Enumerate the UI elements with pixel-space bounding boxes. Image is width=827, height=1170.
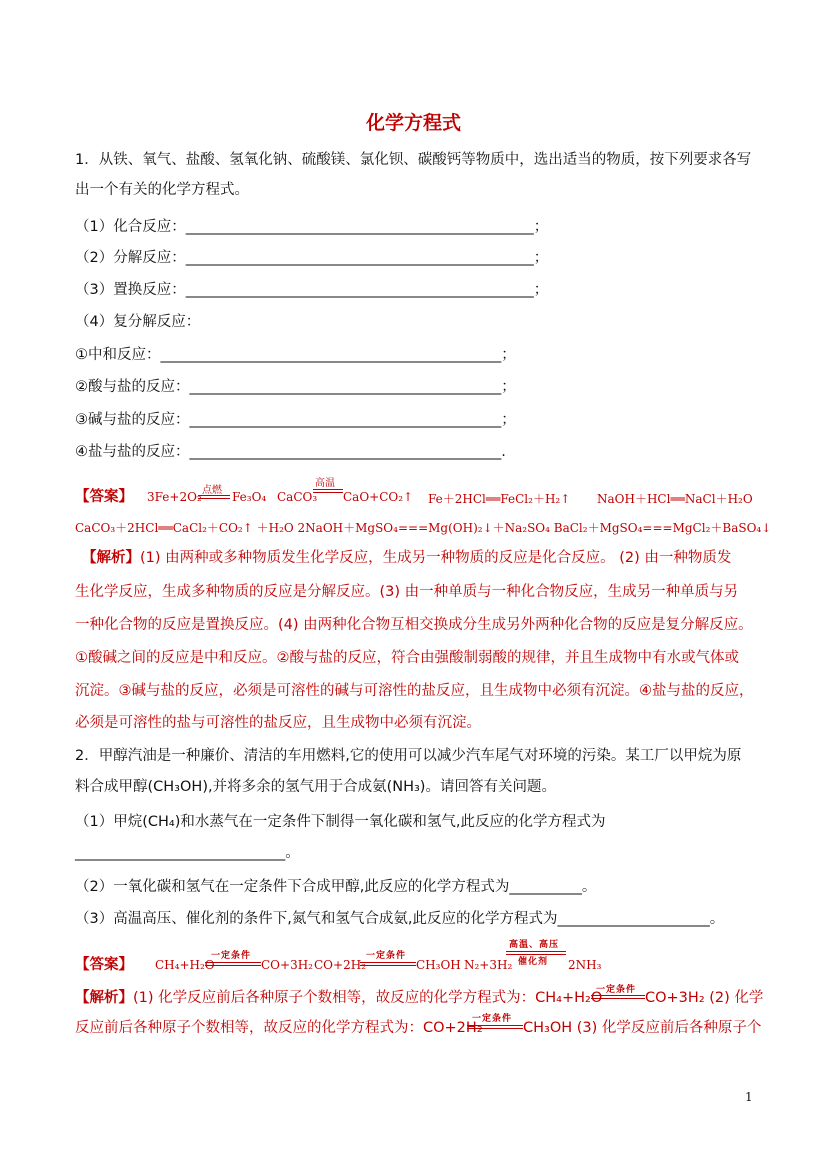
q1-eq1-left: 3Fe+2O₂ [147, 490, 202, 504]
q1-analysis-line3: 一种化合物的反应是置换反应。(4) 由两种化合物互相交换成分生成另外两种化合物的反应是复分解反应。 [75, 617, 753, 633]
q2-analysis-1-condition: 一定条件 [596, 985, 637, 995]
q2-eqC-condition-top: 高温、高压 [509, 940, 560, 950]
q1-item-1: （1）化合反应：________________________________________________； [75, 219, 549, 235]
q2-stem-line2: 料合成甲醇(CH₃OH),并将多余的氢气用于合成氨(NH₃)。请回答有关问题。 [75, 779, 556, 795]
q2-eqA-arrow [205, 962, 261, 966]
q2-analysis-1-arrow [591, 995, 645, 999]
q2-analysis-1a: (1) 化学反应前后各种原子个数相等，故反应的化学方程式为：CH₄+H₂O [133, 990, 603, 1006]
q2-analysis-2b: CH₃OH (3) 化学反应前后各种原子个 [523, 1020, 762, 1036]
q1-stem-line2: 出一个有关的化学方程式。 [75, 182, 249, 198]
page-number: 1 [745, 1090, 753, 1104]
q2-eqB-arrow [360, 962, 416, 966]
q2-analysis-2-condition: 一定条件 [472, 1014, 513, 1024]
q1-eq1-condition: 点燃 [202, 485, 222, 496]
q2-eqB-condition: 一定条件 [366, 951, 407, 961]
q1-eq2-left: CaCO₃ [277, 490, 318, 504]
q1-answer-line2: CaCO₃＋2HCl══CaCl₂＋CO₂↑ ＋H₂O 2NaOH＋MgSO₄===Mg(OH)₂↓＋Na₂SO₄ BaCl₂＋MgSO₄===MgCl₂＋BaSO₄↓ [75, 521, 772, 535]
q1-stem-line1: 1．从铁、氧气、盐酸、氢氧化钠、硫酸镁、氯化钡、碳酸钙等物质中，选出适当的物质，按下列要求各写 [75, 152, 752, 168]
q2-answer-label: 【答案】 [75, 957, 133, 973]
page-title: 化学方程式 [365, 112, 461, 134]
q1-item-4b: ②酸与盐的反应：___________________________________________； [75, 379, 516, 395]
q1-eq2-condition: 高温 [315, 478, 335, 489]
q1-analysis-label: 【解析】 [82, 550, 140, 566]
q2-eqB-right: CH₃OH [416, 958, 461, 972]
q2-eqB-left: CO+2H₂ [314, 958, 366, 972]
q1-item-4d: ④盐与盐的反应：___________________________________________. [75, 444, 506, 460]
q2-eqA-condition: 一定条件 [211, 951, 252, 961]
q1-eq1-right: Fe₃O₄ [232, 490, 267, 504]
q1-eq1-arrow [198, 495, 230, 499]
q2-eqC-condition-bottom: 催化剂 [518, 957, 549, 967]
q1-eq3: Fe＋2HCl══FeCl₂＋H₂↑ [428, 492, 571, 506]
q1-analysis-line6: 必须是可溶性的盐与可溶性的盐反应，且生成物中必须有沉淀。 [75, 715, 481, 731]
q2-eqA-left: CH₄+H₂O [155, 958, 215, 972]
q1-analysis-line1: (1) 由两种或多种物质发生化学反应，生成另一种物质的反应是化合反应。 (2) 由一种物质发 [140, 550, 732, 566]
q1-item-4c: ③碱与盐的反应：___________________________________________； [75, 412, 516, 428]
q2-item-1-blank: _____________________________。 [75, 845, 300, 861]
q1-analysis-line5: 沉淀。③碱与盐的反应，必须是可溶性的碱与可溶性的盐反应，且生成物中必须有沉淀。④盐与盐的反应， [75, 683, 754, 699]
q2-eqC-right: 2NH₃ [568, 958, 602, 972]
q1-item-4a: ①中和反应：_______________________________________________； [75, 347, 516, 363]
q1-analysis-line2: 生化学反应，生成多种物质的反应是分解反应。(3) 由一种单质与一种化合物反应，生成另一种单质与另 [75, 584, 739, 600]
q2-analysis-1b: CO+3H₂ (2) 化学 [645, 990, 764, 1006]
q2-item-1: （1）甲烷(CH₄)和水蒸气在一定条件下制得一氧化碳和氢气,此反应的化学方程式为 [75, 814, 606, 830]
q1-item-2: （2）分解反应：________________________________________________； [75, 250, 549, 266]
q1-eq2-right: CaO+CO₂↑ [343, 490, 414, 504]
q1-eq4: NaOH＋HCl══NaCl＋H₂O [597, 492, 753, 506]
q1-item-3: （3）置换反应：________________________________________________； [75, 282, 549, 298]
q2-stem-line1: 2．甲醇汽油是一种廉价、清洁的车用燃料,它的使用可以减少汽车尾气对环境的污染。某工厂以甲烷为原 [75, 748, 742, 764]
q2-analysis-label: 【解析】 [75, 990, 133, 1006]
q1-eq2-arrow [313, 489, 343, 493]
q2-analysis-2-arrow [467, 1025, 523, 1029]
q1-analysis-line4: ①酸碱之间的反应是中和反应。②酸与盐的反应，符合由强酸制弱酸的规律，并且生成物中有水或气体或 [75, 650, 739, 666]
q1-answer-label: 【答案】 [75, 489, 133, 505]
q1-item-4: （4）复分解反应： [75, 314, 201, 330]
q2-item-3: （3）高温高压、催化剂的条件下,氮气和氢气合成氨,此反应的化学方程式为_____________________。 [75, 911, 725, 927]
q2-eqC-left: N₂+3H₂ [464, 958, 513, 972]
q2-eqA-right: CO+3H₂ [261, 958, 313, 972]
q2-item-2: （2）一氧化碳和氢气在一定条件下合成甲醇,此反应的化学方程式为__________。 [75, 879, 597, 895]
q2-analysis-2a: 反应前后各种原子个数相等，故反应的化学方程式为：CO+2H₂ [75, 1020, 483, 1036]
